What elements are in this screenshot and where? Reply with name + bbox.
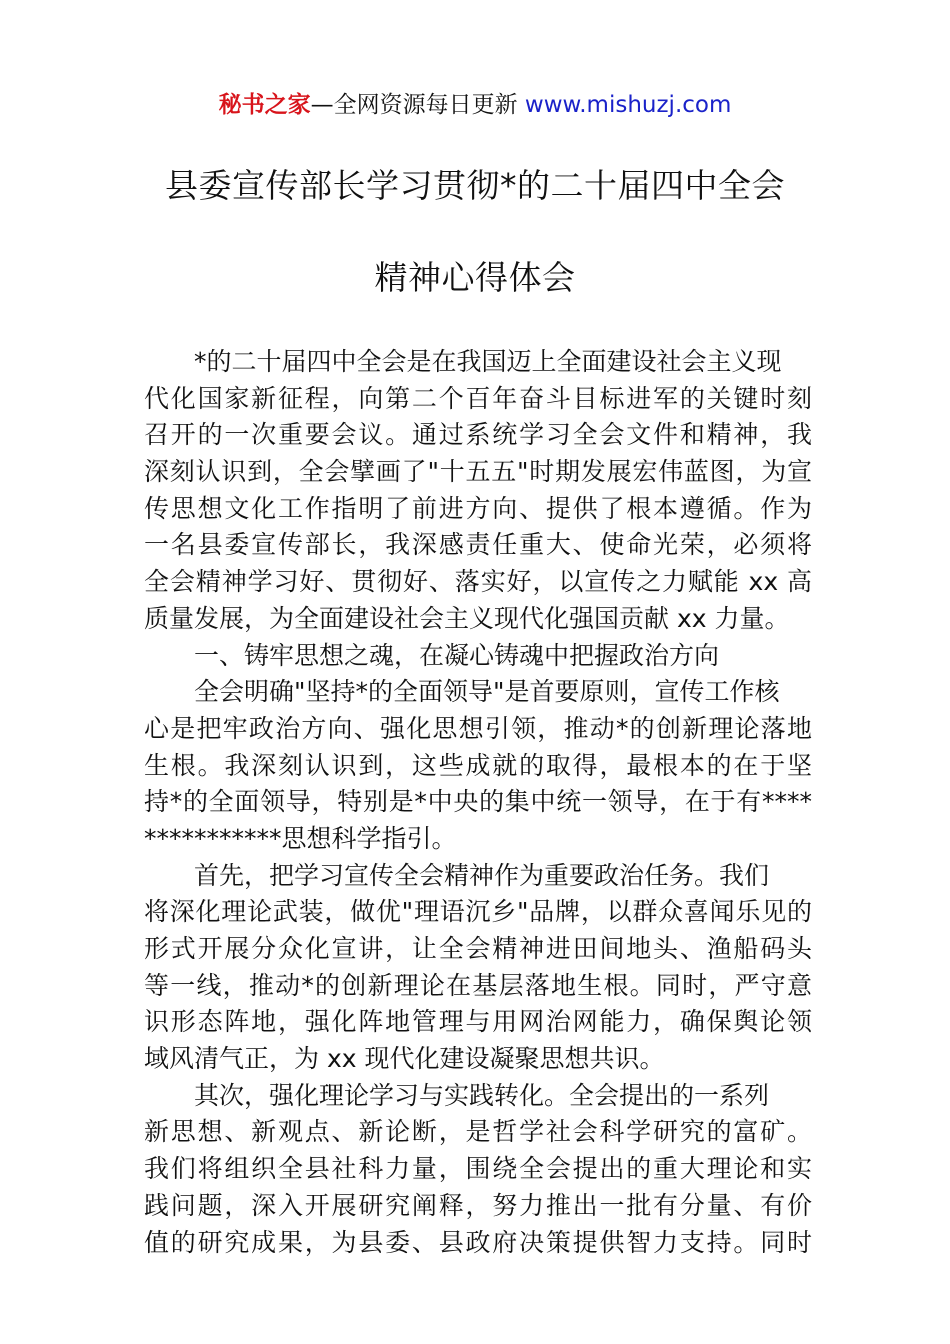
body-line: 深刻认识到，全会擘画了"十五五"时期发展宏伟蓝图，为宣 [144, 457, 812, 487]
body-line: 将深化理论武装，做优"理语沉乡"品牌，以群众喜闻乐见的 [144, 897, 812, 927]
body-line: 代化国家新征程，向第二个百年奋斗目标进军的关键时刻 [144, 383, 812, 413]
body-line: 其次，强化理论学习与实践转化。全会提出的一系列 [194, 1080, 770, 1110]
body-line: 全会明确"坚持*的全面领导"是首要原则，宣传工作核 [194, 677, 780, 707]
body-line: 等一线，推动*的创新理论在基层落地生根。同时，严守意 [144, 970, 812, 1000]
document-body [144, 344, 812, 1261]
body-line: ***********思想科学指引。 [144, 823, 457, 853]
body-line: 心是把牢政治方向、强化思想引领，推动*的创新理论落地 [144, 713, 812, 743]
document-title-line-1: 县委宣传部长学习贯彻*的二十届四中全会 [165, 166, 785, 205]
body-line: 形式开展分众化宣讲，让全会精神进田间地头、渔船码头 [144, 934, 812, 963]
section-heading: 一、铸牢思想之魂，在凝心铸魂中把握政治方向 [194, 640, 720, 670]
body-line: 全会精神学习好、贯彻好、落实好，以宣传之力赋能 xx 高 [144, 567, 812, 597]
body-line: 传思想文化工作指明了前进方向、提供了根本遵循。作为 [144, 493, 812, 523]
site-tagline: —全网资源每日更新 [310, 92, 525, 118]
site-url-link[interactable]: www.mishuzj.com [524, 92, 732, 118]
document-title-line-2: 精神心得体会 [374, 258, 576, 297]
site-header [0, 88, 950, 122]
body-line: 识形态阵地，强化阵地管理与用网治网能力，确保舆论领 [144, 1007, 812, 1037]
site-name: 秘书之家 [218, 92, 311, 118]
body-line: 一名县委宣传部长，我深感责任重大、使命光荣，必须将 [144, 530, 812, 560]
body-line: 我们将组织全县社科力量，围绕全会提出的重大理论和实 [144, 1154, 812, 1184]
body-line: 召开的一次重要会议。通过系统学习全会文件和精神，我 [144, 420, 812, 450]
body-line: *的二十届四中全会是在我国迈上全面建设社会主义现 [194, 347, 782, 376]
body-line: 生根。我深刻认识到，这些成就的取得，最根本的在于坚 [144, 750, 812, 780]
body-line: 践问题，深入开展研究阐释，努力推出一批有分量、有价 [144, 1190, 812, 1220]
body-line: 质量发展，为全面建设社会主义现代化强国贡献 xx 力量。 [144, 603, 790, 633]
body-line: 新思想、新观点、新论断，是哲学社会科学研究的富矿。 [144, 1117, 812, 1147]
body-line: 域风清气正，为 xx 现代化建设凝聚思想共识。 [144, 1044, 665, 1074]
body-line: 持*的全面领导，特别是*中央的集中统一领导，在于有**** [144, 787, 812, 817]
body-line: 值的研究成果，为县委、县政府决策提供智力支持。同时 [144, 1227, 812, 1257]
body-line: 首先，把学习宣传全会精神作为重要政治任务。我们 [194, 860, 770, 890]
